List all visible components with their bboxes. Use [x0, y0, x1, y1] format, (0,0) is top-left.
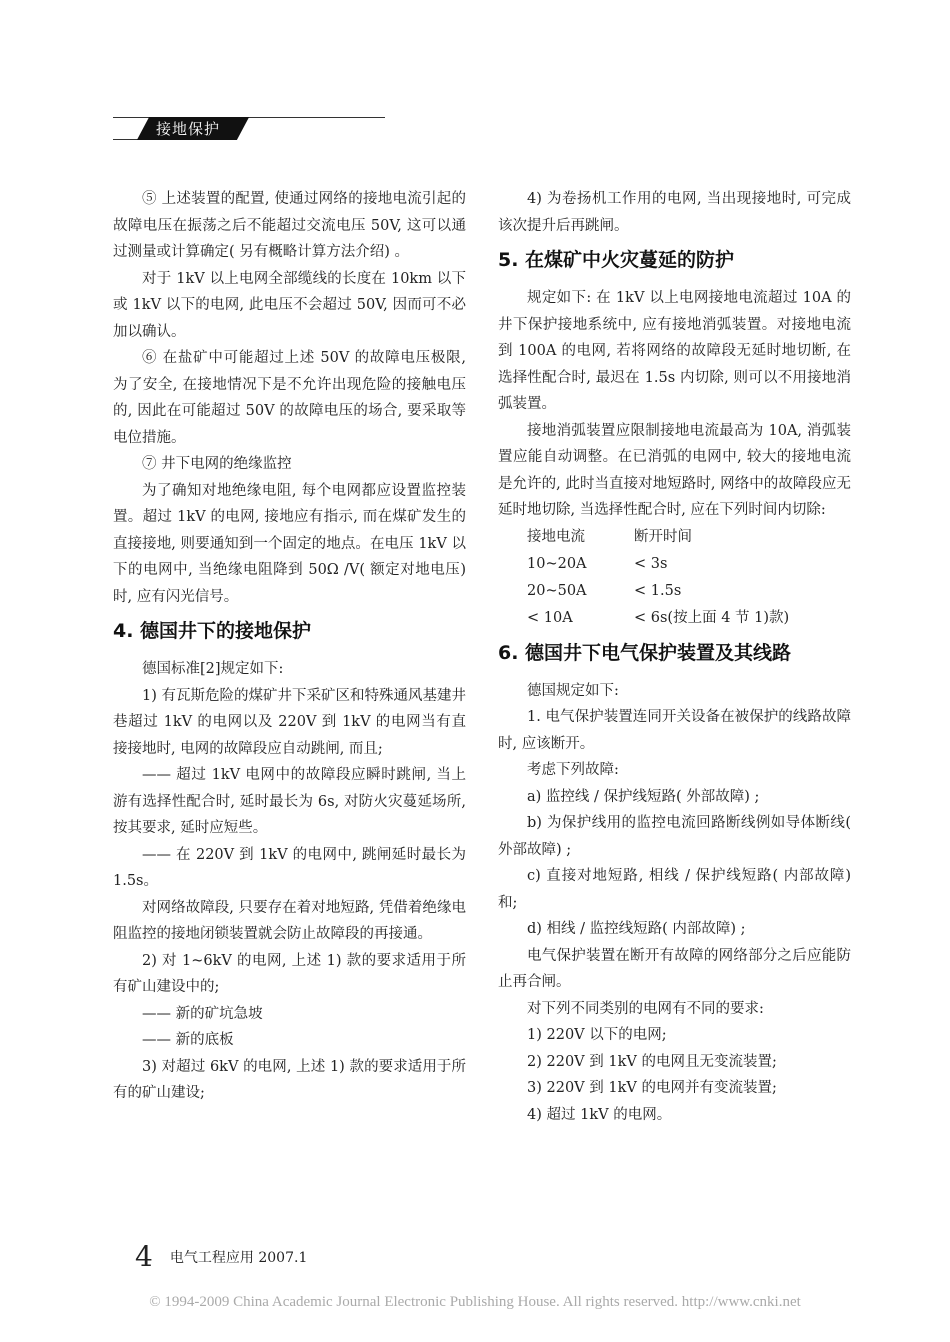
paragraph: 1. 电气保护装置连同开关设备在被保护的线路故障时, 应该断开。 [498, 709, 851, 752]
table-header-row [527, 524, 789, 551]
section-heading-4: 4. 德国井下的接地保护 [113, 620, 312, 642]
paragraph: 对于 1kV 以上电网全部缆线的长度在 10km 以下或 1kV 以下的电网, 此电压不会超过 50V, 因而可不必加以确认。 [113, 270, 466, 340]
paragraph: 3) 对超过 6kV 的电网, 上述 1) 款的要求适用于所有的矿山建设; [113, 1058, 466, 1101]
paragraph: 1) 有瓦斯危险的煤矿井下采矿区和特殊通风基建井巷超过 1kV 的电网以及 220V 到 1kV 的电网当有直接接地时, 电网的故障段应自动跳闸, 而且; [113, 687, 466, 757]
paragraph: —— 新的矿坑急坡 [142, 1005, 263, 1022]
paragraph: —— 超过 1kV 电网中的故障段应瞬时跳闸, 当上游有选择性配合时, 延时最长为 6s, 对防火灾蔓延场所, 按其要求, 延时应短些。 [113, 767, 466, 836]
paragraph: 规定如下: 在 1kV 以上电网接地电流超过 10A 的井下保护接地系统中, 应有接地消弧装置。对接地电流到 100A 的电网, 若将网络的故障段无延时地切断, 在选择性配合时, 最迟在 1.5s 内切除, 则可以不用接地消弧装置。 [498, 290, 851, 412]
paragraph: 2) 220V 到 1kV 的电网且无变流装置; [527, 1053, 777, 1070]
page-footer [135, 1240, 307, 1273]
copyright-notice: © 1994-2009 China Academic Journal Electronic Publishing House. All rights reserved. http://www.cnki.net [149, 1294, 801, 1310]
journal-name: 电气工程应用 2007.1 [169, 1249, 308, 1266]
paragraph: 1) 220V 以下的电网; [527, 1027, 667, 1043]
table-row [527, 578, 789, 605]
paragraph: 2) 对 1~6kV 的电网, 上述 1) 款的要求适用于所有矿山建设中的; [113, 952, 466, 995]
paragraph: d) 相线 / 监控线短路( 内部故障) ; [527, 921, 746, 937]
table-header-cell: 断开时间 [634, 528, 692, 545]
paragraph: 德国标准[2]规定如下: [142, 661, 284, 677]
paragraph: ⑥ 在盐矿中可能超过上述 50V 的故障电压极限, 为了安全, 在接地情况下是不允许出现危险的接触电压的, 因此在可能超过 50V 的故障电压的场合, 要采取等电位措施。 [113, 350, 466, 446]
table-header-cell: 接地电流 [527, 528, 585, 545]
paragraph: 接地消弧装置应限制接地电流最高为 10A, 消弧装置应能自动调整。在已消弧的电网中, 较大的接地电流是允许的, 此时当直接对地短路时, 网络中的故障段应无延时地切除, 当选择性配合时, 应在下列时间内切除: [498, 422, 851, 518]
paragraph: —— 在 220V 到 1kV 的电网中, 跳闸延时最长为 1.5s。 [113, 846, 466, 889]
paragraph: 对网络故障段, 只要存在着对地短路, 凭借着绝缘电阻监控的接地闭锁装置就会防止故障段的再接通。 [113, 899, 466, 942]
paragraph: ⑦ 井下电网的绝缘监控 [142, 456, 292, 472]
paragraph: c) 直接对地短路, 相线 / 保护线短路( 内部故障) 和; [498, 868, 851, 911]
table-cell: 20~50A [527, 582, 587, 599]
paragraph: 4) 超过 1kV 的电网。 [527, 1106, 672, 1123]
paragraph: 德国规定如下: [527, 682, 619, 699]
paragraph: a) 监控线 / 保护线短路( 外部故障) ; [527, 788, 760, 805]
paragraph: 对下列不同类别的电网有不同的要求: [527, 1000, 764, 1017]
table-row [527, 551, 789, 578]
table-cell: < 1.5s [634, 582, 682, 599]
section-heading-6: 6. 德国井下电气保护装置及其线路 [498, 641, 792, 664]
paragraph: 考虑下列故障: [527, 762, 619, 778]
page-number: 4 [135, 1240, 153, 1273]
section-heading-5: 5. 在煤矿中火灾蔓延的防护 [498, 249, 735, 271]
right-column [498, 186, 851, 1128]
table-cell: 10~20A [527, 555, 587, 572]
paragraph: 3) 220V 到 1kV 的电网并有变流装置; [527, 1080, 777, 1096]
current-time-table [527, 524, 789, 632]
left-column [113, 186, 466, 1107]
paragraph: 为了确知对地绝缘电阻, 每个电网都应设置监控装置。超过 1kV 的电网, 接地应有指示, 而在煤矿发生的直接接地, 则要通知到一个固定的地点。在电压 1kV 以下的电网中, 当绝缘电阻降到 50Ω /V( 额定对地电压) 时, 应有闪光信号。 [113, 482, 466, 605]
header-section-label: 接地保护 [156, 120, 221, 138]
table-cell: < 10A [527, 609, 573, 626]
table-cell: < 3s [634, 555, 668, 572]
paragraph: b) 为保护线用的监控电流回路断线例如导体断线( 外部故障) ; [498, 815, 851, 858]
paragraph: 4) 为卷扬机工作用的电网, 当出现接地时, 可完成该次提升后再跳闸。 [498, 191, 851, 234]
table-cell: < 6s(按上面 4 节 1)款) [634, 609, 790, 626]
table-row [527, 605, 789, 632]
paragraph: 电气保护装置在断开有故障的网络部分之后应能防止再合闸。 [498, 947, 851, 990]
paragraph: —— 新的底板 [142, 1032, 234, 1048]
paragraph: ⑤ 上述装置的配置, 使通过网络的接地电流引起的故障电压在振荡之后不能超过交流电压 50V, 这可以通过测量或计算确定( 另有概略计算方法介绍) 。 [113, 191, 466, 260]
